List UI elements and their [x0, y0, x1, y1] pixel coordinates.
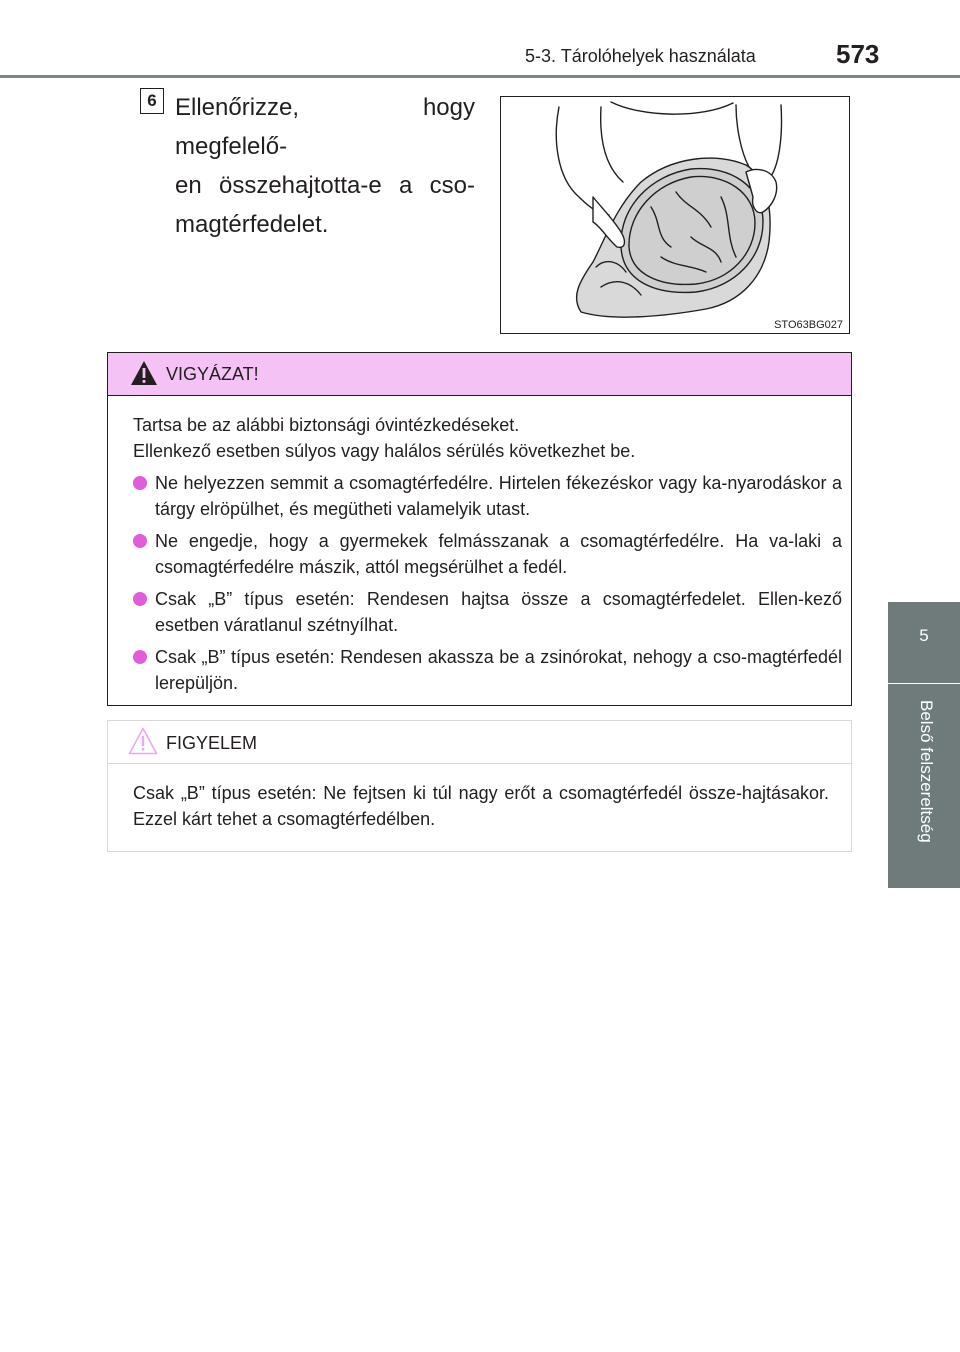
chapter-tab — [888, 602, 960, 683]
warning-bullet — [133, 528, 842, 580]
caution-triangle-icon — [128, 727, 158, 755]
warning-bullet-text: Csak „B” típus esetén: Rendesen hajtsa össze a csomagtérfedelet. Ellen-kező esetben váratlanul szétnyílhat. — [155, 589, 842, 635]
step-number-badge: 6 — [140, 88, 164, 114]
page-number: 573 — [836, 39, 880, 69]
warning-bullet — [133, 470, 842, 522]
bullet-dot-icon — [133, 650, 147, 664]
notice-box — [107, 720, 852, 852]
warning-bullet-text: Csak „B” típus esetén: Rendesen akassza be a zsinórokat, nehogy a cso-magtérfedél lerepüljön. — [155, 647, 842, 693]
warning-intro-line: Tartsa be az alábbi biztonsági óvintézkedéseket. — [133, 415, 520, 435]
notice-text: Csak „B” típus esetén: Ne fejtsen ki túl nagy erőt a csomagtérfedél össze-hajtásakor. Ezzel kárt tehet a csomagtérfedélben. — [133, 783, 829, 829]
warning-intro-line: Ellenkező esetben súlyos vagy halálos sérülés következhet be. — [133, 441, 636, 461]
figure-code: STO63BG027 — [774, 319, 843, 331]
hands-folding-cover-drawing — [501, 97, 848, 332]
bullet-dot-icon — [133, 592, 147, 606]
warning-bullet — [133, 644, 842, 696]
warning-body — [108, 396, 851, 696]
warning-bullet-text: Ne engedje, hogy a gyermekek felmásszanak a csomagtérfedélre. Ha va-laki a csomagtérfedélre mászik, attól megsérülhet a fedél. — [155, 531, 842, 577]
warning-title: VIGYÁZAT! — [166, 364, 259, 384]
chapter-number: 5 — [919, 626, 929, 645]
bullet-dot-icon — [133, 476, 147, 490]
step-line: magtérfedelet. — [175, 211, 329, 238]
step-line: en összehajtotta-e a cso- — [175, 172, 475, 199]
notice-title: FIGYELEM — [166, 733, 258, 753]
header-divider — [0, 75, 960, 78]
header-section-title: 5-3. Tárolóhelyek használata — [525, 46, 756, 66]
notice-header — [108, 721, 851, 764]
warning-triangle-icon — [130, 360, 158, 386]
warning-box — [107, 352, 852, 706]
warning-bullet — [133, 586, 842, 638]
step-line: Ellenőrizze, hogy megfelelő- — [175, 94, 475, 160]
warning-bullet-text: Ne helyezzen semmit a csomagtérfedélre. Hirtelen fékezéskor vagy ka-nyarodáskor a tárgy elröpülhet, és megütheti valamelyik utast. — [155, 473, 842, 519]
warning-header — [108, 353, 851, 396]
illustration-folding-cover — [500, 96, 850, 334]
bullet-dot-icon — [133, 534, 147, 548]
chapter-label: Belső felszereltség — [917, 700, 936, 843]
notice-body — [108, 764, 851, 832]
warning-intro — [133, 412, 842, 464]
step-instruction — [175, 88, 475, 244]
